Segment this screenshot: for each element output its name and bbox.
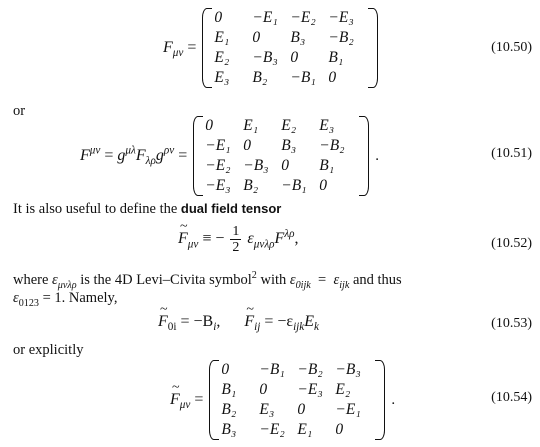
matrix-cell: B₂ [221,401,237,418]
eq3-body: ~ $F_{\mu\nu}$ ≡ − $\frac{1}{2}$ $\varepsilon_{\mu\nu\lambda\rho}F^{\lambda\rho}$, [178,224,299,255]
matrix-cell: E₂ [335,381,351,398]
matrix-cell: −E₃ [205,177,231,194]
matrix-cell: 0 [259,381,268,398]
dual-field-tensor-term: dual field tensor [180,201,282,216]
matrix-cell: −E₁ [252,9,278,26]
matrix-cell: E₁ [214,29,230,46]
matrix-cell: 0 [281,157,289,174]
matrix-cell: 0 [221,361,230,378]
matrix-cell: −E₃ [328,9,354,26]
matrix-cell: 0 [335,421,344,438]
contravariant-tensor-matrix [205,116,357,196]
matrix-cell: E₁ [243,117,259,134]
matrix-cell: −E₁ [335,401,361,418]
or-text: or [13,103,26,119]
left-paren [202,8,212,88]
matrix-cell: 0 [205,117,213,134]
or-explicitly-text: or explicitly [13,342,84,358]
matrix-cell: E₃ [319,117,335,134]
matrix-cell: −B₃ [252,49,278,66]
equation-10-52 [178,224,305,255]
matrix-cell: −E₃ [297,381,323,398]
matrix-cell: 0 [297,401,306,418]
matrix-cell: −B₃ [335,361,361,378]
eq-number-10-51: (10.51) [491,146,532,161]
matrix-cell: −E₂ [259,421,285,438]
equation-10-51 [80,116,379,196]
matrix-cell: 0 [252,29,261,46]
equation-10-53 [158,313,325,334]
matrix-cell: −E₂ [290,9,316,26]
matrix-cell: E₃ [259,401,275,418]
eq5-lhs: ~ $F_{\mu\nu}$ = [170,391,203,409]
matrix-cell: E₂ [214,49,230,66]
matrix-cell: B₂ [252,69,268,86]
equation-10-50 [163,8,378,88]
levi-civita-paragraph: where $\varepsilon_{\mu\nu\lambda\rho}$ is the 4D Levi–Civita symbol$^2$ with $\varepsilon_{0ijk} = \varepsilon_{ijk}$ and thus $\varepsilon_{0123} = 1$. Namely, [13,270,402,309]
matrix-cell: B₁ [328,49,344,66]
matrix-cell: 0 [328,69,337,86]
matrix-cell: −B₂ [297,361,323,378]
dual-tensor-matrix [221,360,373,440]
matrix-cell: −E₂ [205,157,231,174]
right-paren [359,116,369,196]
matrix-cell: B₂ [243,177,259,194]
matrix-cell: E₁ [297,421,313,438]
matrix-cell: −B₁ [281,177,307,194]
eq1-lhs: $F_{\mu\nu}$ = [163,39,197,60]
left-paren [209,360,219,440]
matrix-cell: −B₂ [319,137,345,154]
one-half-fraction: $\frac{1}{2}$ [232,224,240,255]
eq-number-10-50: (10.50) [491,40,532,55]
eq2-period: . [375,147,379,164]
eq-number-10-52: (10.52) [491,236,532,251]
matrix-cell: B₃ [281,137,297,154]
matrix-cell: −B₁ [259,361,285,378]
matrix-cell: 0 [214,9,223,26]
matrix-cell: 0 [319,177,327,194]
matrix-cell: B₃ [290,29,306,46]
matrix-cell: 0 [243,137,251,154]
matrix-cell: 0 [290,49,299,66]
eq-number-10-54: (10.54) [491,390,532,405]
eq-number-10-53: (10.53) [491,316,532,331]
eq4-body: ~ $F_{0i} = -B_i$, ~ $F_{ij} = -\varepsilon_{ijk}E_k$ [158,313,319,331]
matrix-cell: −E₁ [205,137,231,154]
matrix-cell: B₁ [221,381,237,398]
matrix-cell: −B₁ [290,69,316,86]
left-paren [193,116,203,196]
right-paren [368,8,378,88]
eq5-period: . [391,391,396,408]
matrix-cell: E₂ [281,117,297,134]
equation-10-54 [170,360,395,440]
matrix-cell: B₁ [319,157,335,174]
dual-intro: It is also useful to define the dual field tensor [13,201,282,217]
field-tensor-matrix [214,8,366,88]
matrix-cell: B₃ [221,421,237,438]
matrix-cell: −B₂ [328,29,354,46]
right-paren [375,360,385,440]
eq2-lhs: $F^{\mu\nu} = g^{\mu\lambda}F_{\lambda\rho}g^{\rho\nu}$ = [80,144,188,168]
matrix-cell: −B₃ [243,157,269,174]
matrix-cell: E₃ [214,69,230,86]
